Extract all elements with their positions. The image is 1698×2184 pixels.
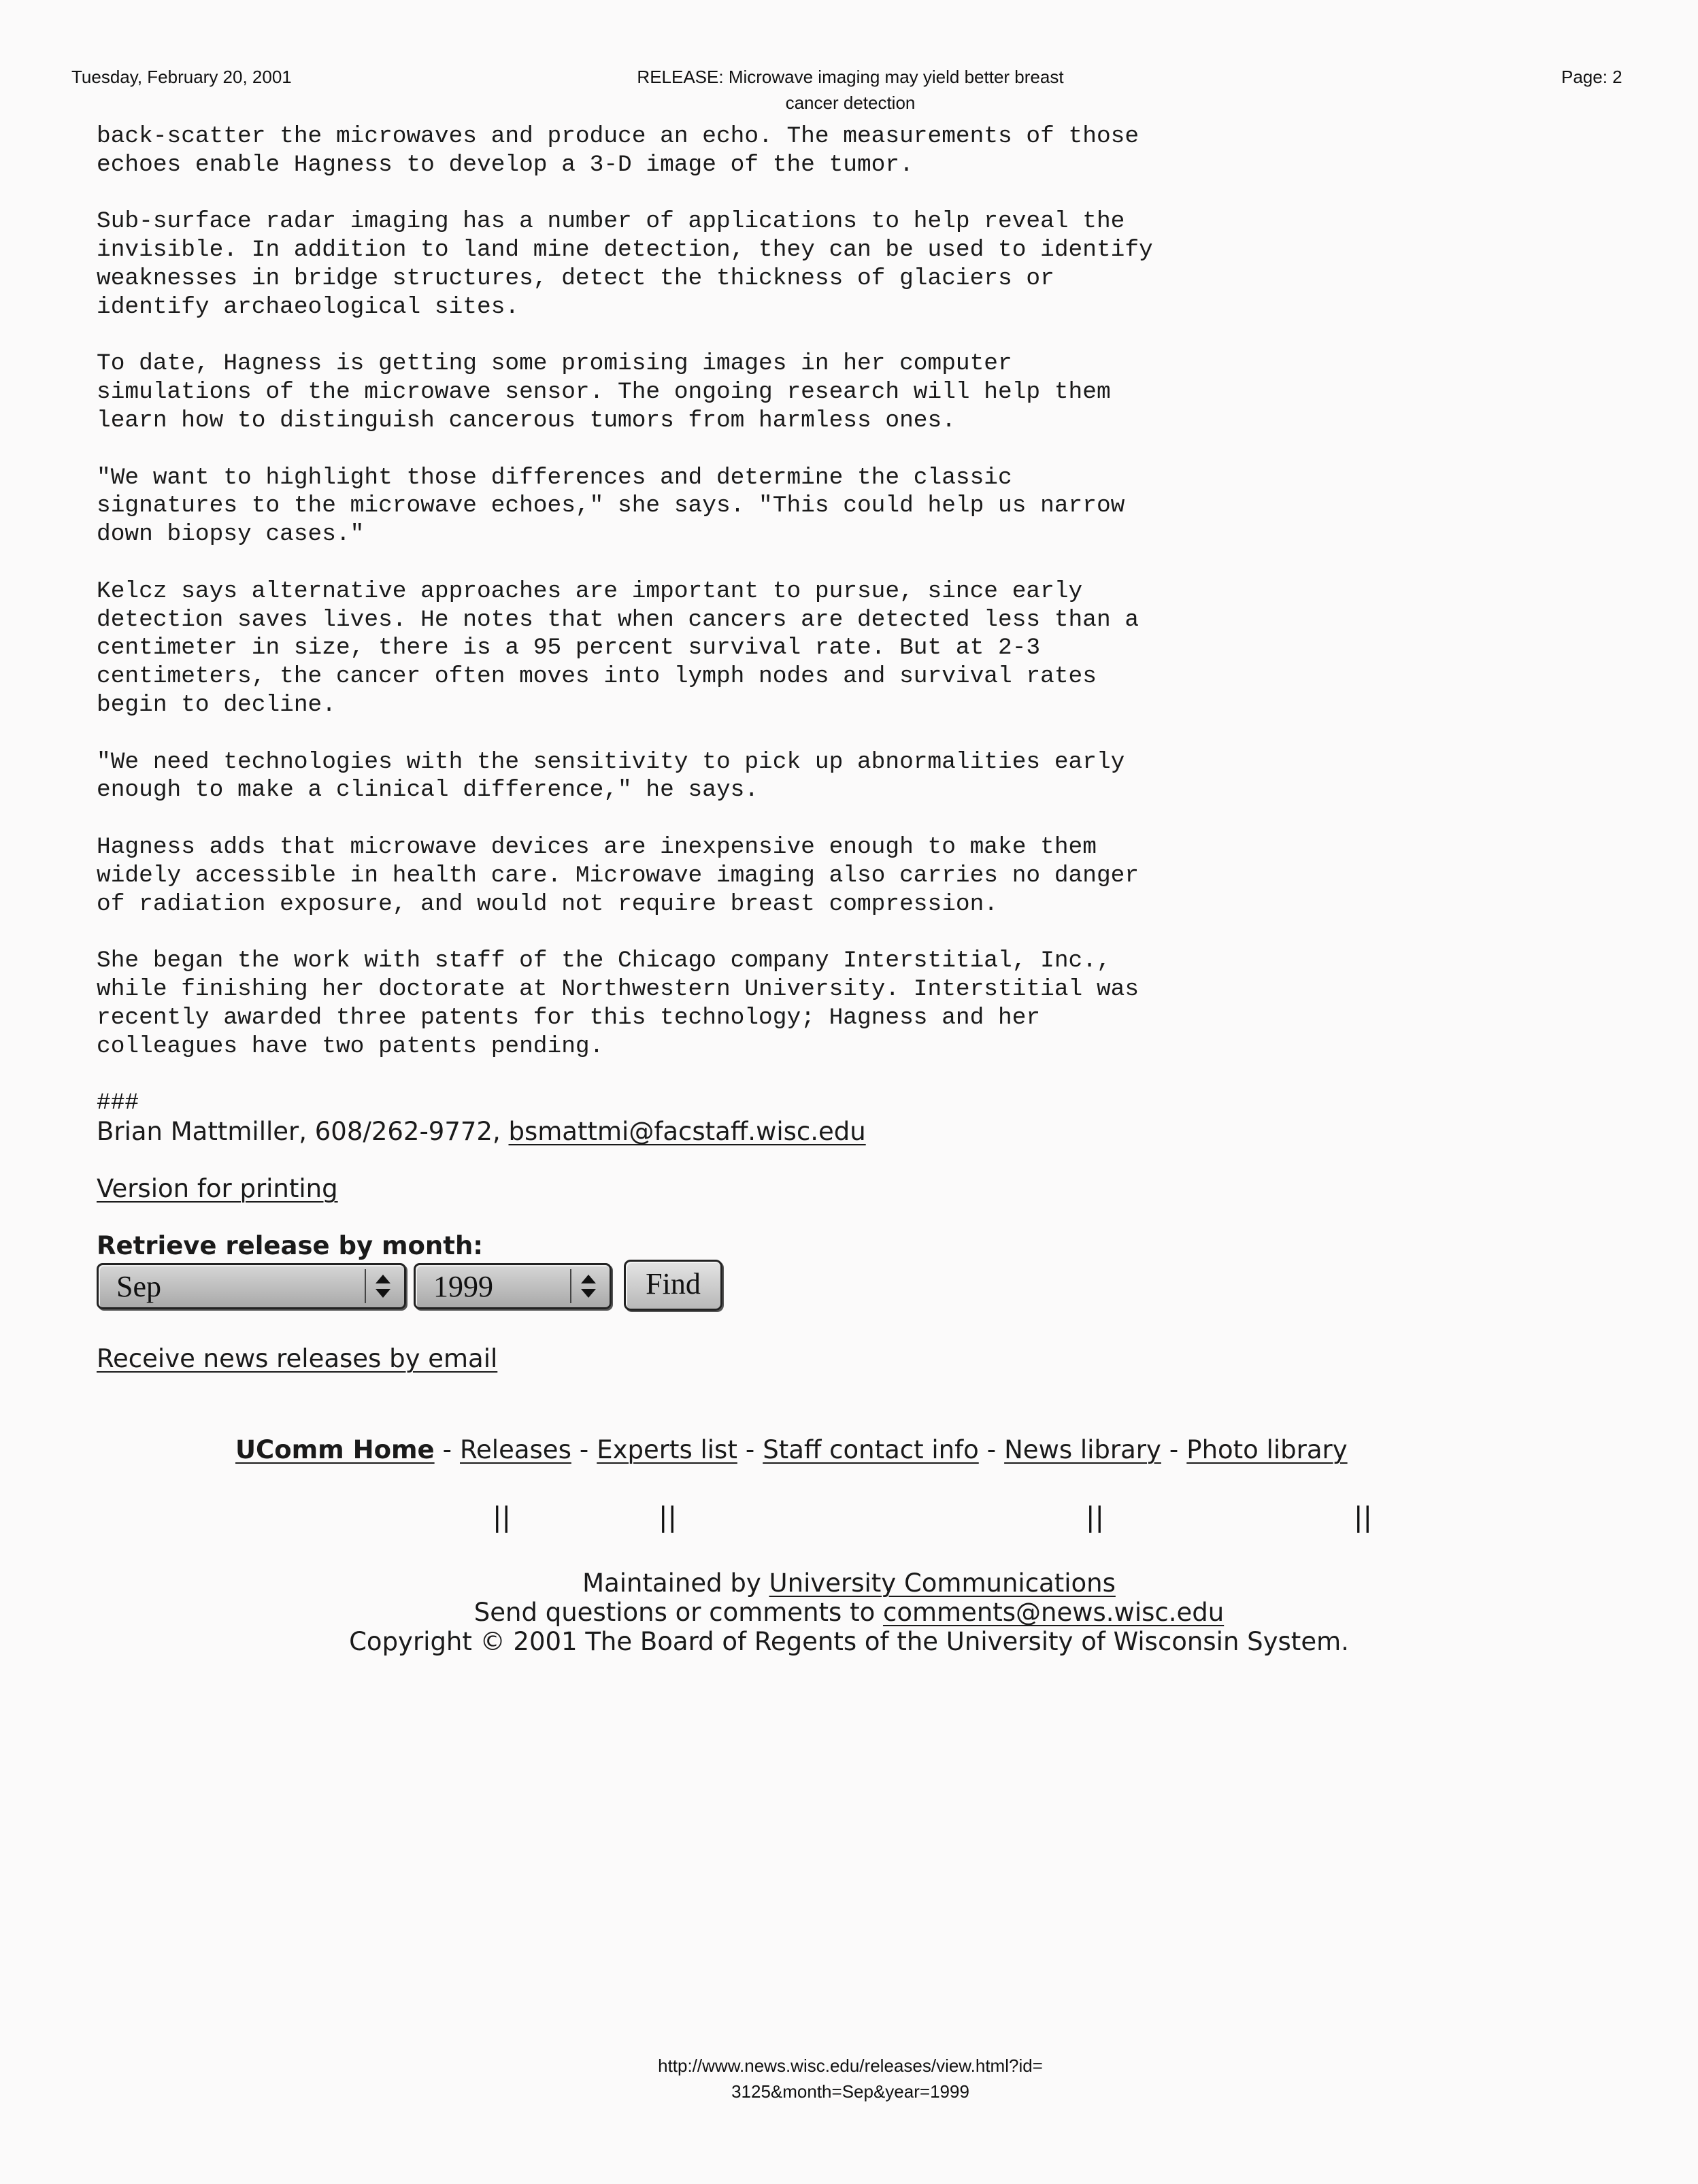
print-url: http://www.news.wisc.edu/releases/view.html?id= 3125&month=Sep&year=1999	[658, 2055, 1043, 2102]
nav-separator: -	[745, 1435, 755, 1464]
divider-bars: ||	[1354, 1502, 1372, 1533]
maintained-line	[0, 1568, 1698, 1598]
paragraph: She began the work with staff of the Chicago company Interstitial, Inc., while finishing her doctorate at Northwestern University. Interstitial was recently awarded three patents for this technology; Hagness and her colleagues have two patents pending.	[97, 947, 1139, 1060]
nav-photo-library[interactable]: Photo library	[1186, 1435, 1348, 1464]
year-value: 1999	[433, 1270, 493, 1303]
questions-line	[0, 1598, 1698, 1627]
nav-separator: -	[442, 1435, 452, 1464]
nav-separator: -	[1169, 1435, 1179, 1464]
email-subscribe-label[interactable]: Receive news releases by email	[97, 1344, 498, 1373]
paragraph: To date, Hagness is getting some promising images in her computer simulations of the microwave sensor. The ongoing research will help them learn how to distinguish cancerous tumors from harmless ones.	[97, 350, 1111, 434]
comments-email-link[interactable]: comments@news.wisc.edu	[882, 1598, 1225, 1627]
divider-bars: ||	[1086, 1502, 1104, 1533]
paragraph: Sub-surface radar imaging has a number of applications to help reveal the invisible. In addition to land mine detection, they can be used to identify weaknesses in bridge structures, detect the thickness of glaciers or identify archaeological sites.	[97, 208, 1153, 320]
paragraph: "We want to highlight those differences and determine the classic signatures to the microwave echoes," she says. "This could help us narrow down biopsy cases."	[97, 464, 1125, 548]
divider-bars: ||	[493, 1502, 511, 1533]
nav-ucomm-home[interactable]: UComm Home	[235, 1435, 435, 1464]
end-marker: ###	[97, 1090, 139, 1116]
contact-line	[97, 1117, 866, 1146]
month-value: Sep	[116, 1270, 161, 1303]
paragraph: Kelcz says alternative approaches are important to pursue, since early detection saves lives. He notes that when cancers are detected less than a centimeter in size, there is a 95 percent survival rate. But at 2-3 centimeters, the cancer often moves into lymph nodes and survival rates begin to decline.	[97, 577, 1139, 718]
contact-email-link[interactable]: bsmattmi@facstaff.wisc.edu	[508, 1117, 866, 1146]
contact-text: Brian Mattmiller, 608/262-9772,	[97, 1117, 501, 1146]
site-footer	[0, 1568, 1698, 1656]
nav-separator: -	[579, 1435, 589, 1464]
paragraph: "We need technologies with the sensitivity to pick up abnormalities early enough to make a clinical difference," he says.	[97, 748, 1125, 804]
print-version-label[interactable]: Version for printing	[97, 1174, 338, 1203]
article-body	[97, 122, 1457, 1089]
updown-arrows-icon	[365, 1269, 400, 1303]
print-version-link[interactable]	[97, 1174, 338, 1203]
paragraph: Hagness adds that microwave devices are inexpensive enough to make them widely accessible in health care. Microwave imaging also carries no danger of radiation exposure, and would not require breast compression.	[97, 833, 1139, 918]
divider-bars: ||	[659, 1502, 677, 1533]
footer-nav	[235, 1435, 1348, 1464]
print-date: Tuesday, February 20, 2001	[71, 67, 292, 87]
questions-prefix: Send questions or comments to	[473, 1598, 876, 1627]
nav-separator: -	[986, 1435, 997, 1464]
copyright: Copyright © 2001 The Board of Regents of the University of Wisconsin System.	[349, 1627, 1349, 1656]
nav-news-library[interactable]: News library	[1004, 1435, 1161, 1464]
year-select[interactable]	[414, 1263, 612, 1309]
nav-staff-contact[interactable]: Staff contact info	[763, 1435, 979, 1464]
email-subscribe-link[interactable]	[97, 1344, 497, 1373]
retrieve-label: Retrieve release by month:	[97, 1231, 484, 1260]
nav-experts-list[interactable]: Experts list	[597, 1435, 737, 1464]
month-select[interactable]	[97, 1263, 406, 1309]
nav-releases[interactable]: Releases	[460, 1435, 571, 1464]
updown-arrows-icon	[570, 1269, 605, 1303]
maintained-prefix: Maintained by	[582, 1568, 761, 1598]
paragraph: back-scatter the microwaves and produce an echo. The measurements of those echoes enable Hagness to develop a 3-D image of the tumor.	[97, 123, 1139, 178]
university-communications-link[interactable]: University Communications	[769, 1568, 1116, 1598]
find-button[interactable]: Find	[624, 1260, 722, 1311]
page-number: Page: 2	[1561, 67, 1622, 87]
print-title: RELEASE: Microwave imaging may yield better breast cancer detection	[637, 67, 1064, 113]
